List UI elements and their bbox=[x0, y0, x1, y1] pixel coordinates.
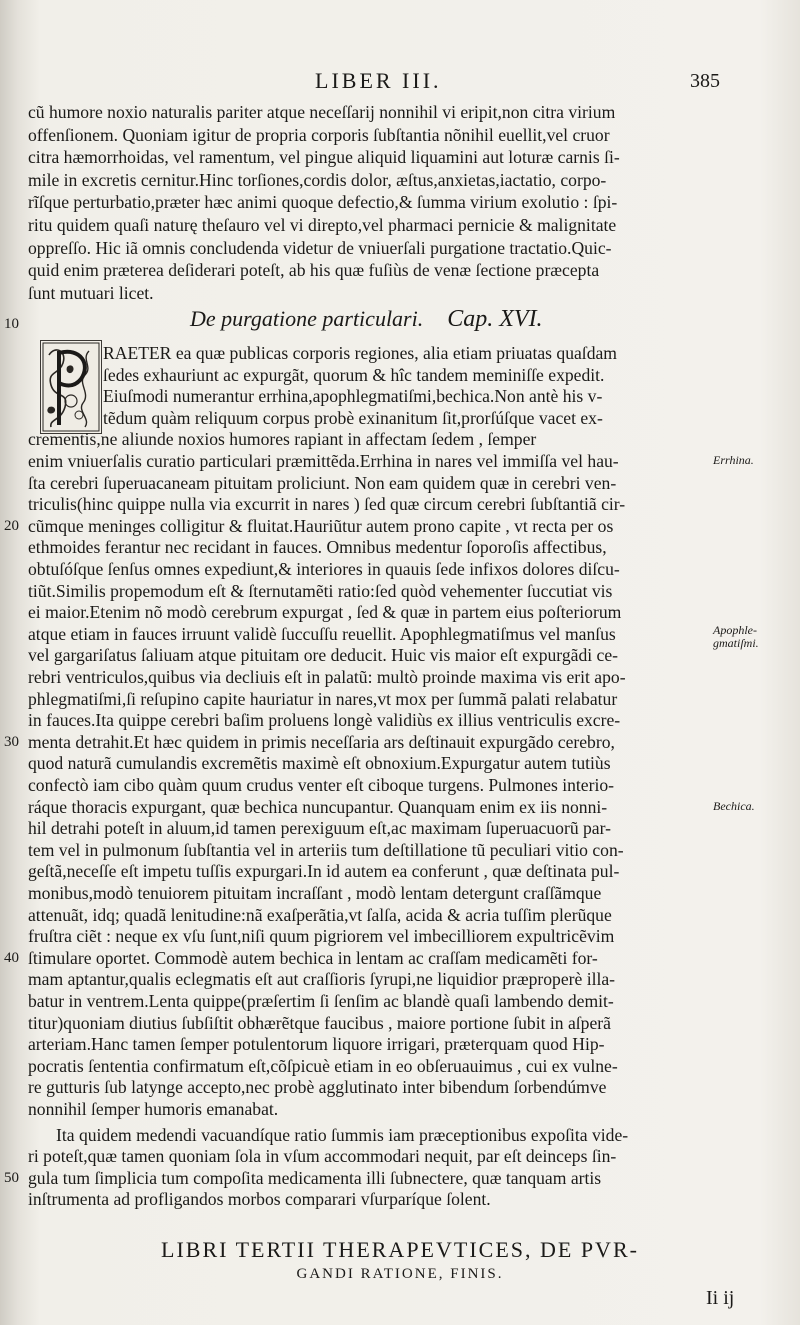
line-number: 50 bbox=[4, 1170, 19, 1186]
text-line bbox=[28, 644, 718, 666]
text-line bbox=[28, 580, 718, 602]
text-line-content: cũ humore noxio naturalis pariter atque neceſſarij nonnihil vi eripit,non citra virium bbox=[28, 102, 616, 122]
text-line bbox=[28, 1055, 718, 1077]
text-line-content: rebri ventriculos,quibus via decliuis eſt in palatũ: multò proinde maxima vis erit apo- bbox=[28, 667, 626, 687]
text-line bbox=[28, 731, 718, 753]
text-line bbox=[28, 968, 718, 990]
margin-note-errhina: Errhina. bbox=[713, 453, 754, 467]
text-line bbox=[28, 558, 718, 580]
text-line-content: tẽdum quàm reliquum corpus probè exinanitum ſit,prorſúſque vacet ex- bbox=[103, 408, 603, 428]
text-line-content: phlegmatiſmi,ſi reſupino capite hauriatur in nares,vt mox per ſummã palati relabatur bbox=[28, 689, 618, 709]
decorated-initial-p bbox=[40, 340, 102, 434]
text-line-content: quod naturã cumulandis excremẽtis maximè eſt obnoxium.Expurgatur autem tutiùs bbox=[28, 753, 611, 773]
text-line-content: ſedes exhauriunt ac expurgãt, quorum & hîc tandem meminiſſe expedit. bbox=[103, 365, 605, 385]
text-line bbox=[28, 258, 718, 283]
text-line bbox=[28, 1076, 718, 1098]
text-line bbox=[28, 860, 718, 882]
margin-note-apophlegmatismi: Apophle- bbox=[713, 623, 757, 637]
running-head bbox=[0, 68, 800, 98]
text-line-content: batur in ventrem.Lenta quippe(præſertim ſi ſenſim ac blandè quaſi lambendo demit- bbox=[28, 991, 614, 1011]
text-line-content: mam aptantur,qualis eclegmatis eſt aut craſſioris ſyrupi,ne liquidior præproperè illa- bbox=[28, 969, 616, 989]
text-line bbox=[28, 145, 718, 170]
text-line-content: monibus,modò tenuiorem pituitam incraſſant , modò lentam detergunt craſſãmque bbox=[28, 883, 602, 903]
text-line bbox=[28, 752, 718, 774]
text-line bbox=[28, 1098, 718, 1120]
text-line bbox=[28, 1188, 718, 1210]
text-line-content: pocratis ſententia confirmatum eſt,cõſpicuè etiam in eo obſeruauimus , cui ex vulne- bbox=[28, 1056, 618, 1076]
text-line bbox=[28, 493, 718, 515]
text-line-content: ſta cerebri ſuperuacaneam pituitam proliciunt. Non eam quidem quæ in cerebri ven- bbox=[28, 473, 617, 493]
text-line-content: ritu quidem quaſi naturę theſauro vel vi direpto,vel pharmaci pernicie & malignitate bbox=[28, 215, 617, 235]
text-line-content: nonnihil ſemper humoris emanabat. bbox=[28, 1099, 279, 1119]
colophon-line-1: LIBRI TERTII THERAPEVTICES, DE PVR- bbox=[161, 1237, 639, 1262]
text-line bbox=[28, 1033, 718, 1055]
text-line-content: quid enim præterea deſiderari poteſt, ab his quæ fuſiùs de venæ ſectione præcepta bbox=[28, 260, 600, 280]
line-number: 40 bbox=[4, 950, 19, 966]
chapter-heading bbox=[190, 306, 610, 336]
text-line bbox=[28, 213, 718, 238]
text-line bbox=[28, 925, 718, 947]
signature-mark: Ii ij bbox=[706, 1287, 735, 1309]
text-line bbox=[28, 601, 718, 623]
text-line-content: oppreſſo. Hic iã omnis concludenda videtur de vniuerſali purgatione tractatio.Quic- bbox=[28, 238, 612, 258]
colophon-line-2: GANDI RATIONE, FINIS. bbox=[296, 1266, 504, 1282]
text-line-content: offenſionem. Quoniam igitur de propria corporis ſubſtantia nõnihil euellit,vel cruor bbox=[28, 125, 610, 145]
text-line bbox=[28, 904, 718, 926]
text-line bbox=[28, 623, 718, 645]
text-line-content: hil detrahi poteſt in aluum,id tamen perexiguum eſt,ac maximam ſuperuacuorũ par- bbox=[28, 818, 611, 838]
text-line-content: fruſtra ciẽt : neque ex vſu ſunt,niſi quum pigriorem vel imbecilliorem expultricẽvim bbox=[28, 926, 615, 946]
text-line bbox=[28, 947, 718, 969]
text-line bbox=[28, 100, 718, 125]
text-line bbox=[28, 882, 718, 904]
text-line-content: attenuãt, idq; quadã lenitudine:nã exaſperãtia,vt ſalſa, acida & acria tuſſim plerũque bbox=[28, 905, 612, 925]
text-line bbox=[28, 666, 718, 688]
chapter-title: De purgatione particulari. bbox=[190, 306, 424, 331]
text-line-content: Eiuſmodi numerantur errhina,apophlegmatiſmi,bechica.Non antè his v- bbox=[103, 386, 603, 406]
line-number: 10 bbox=[4, 316, 19, 332]
text-line-content: atque etiam in fauces irruunt validè ſuccuſſu reuellit. Apophlegmatiſmus vel manſus bbox=[28, 624, 616, 644]
text-line-content: obtuſóſque ſenſus omnes expediunt,& interiores in quauis ſede infixos dolores diſcu- bbox=[28, 559, 620, 579]
text-line-content: mile in excretis cernitur.Hinc torſiones,cordis dolor, æſtus,anxietas,iactatio, corpo- bbox=[28, 170, 607, 190]
text-line bbox=[28, 281, 718, 306]
text-line-content: in fauces.Ita quippe cerebri baſim proluens longè validiùs ex illius ventriculis excre- bbox=[28, 710, 621, 730]
page-number: 385 bbox=[690, 70, 720, 92]
text-line bbox=[28, 428, 718, 450]
text-line-content: vel gargariſatus ſaliuam atque pituitam ore deducit. Huic vis maior eſt expurgãdi ce- bbox=[28, 645, 619, 665]
text-line bbox=[28, 774, 718, 796]
text-line-content: inſtrumenta ad profligandos morbos comparari vſurparíque ſolent. bbox=[28, 1189, 491, 1209]
text-line bbox=[28, 472, 718, 494]
text-line-content: cũmque meninges colligitur & fluitat.Hauriũtur autem prono capite , vt recta per os bbox=[28, 516, 614, 536]
text-line bbox=[103, 407, 718, 429]
text-line-content: ei maior.Etenim nõ modò cerebrum expurgat , ſed & quæ in partem eius poſteriorum bbox=[28, 602, 622, 622]
text-line bbox=[103, 364, 718, 386]
running-head-title: LIBER III. bbox=[315, 68, 442, 93]
text-line-content: ethmoides ferantur nec recidant in fauces. Omnibus medentur ſoporoſis affectibus, bbox=[28, 537, 607, 557]
text-line bbox=[28, 990, 718, 1012]
text-line bbox=[28, 190, 718, 215]
text-line bbox=[28, 1012, 718, 1034]
text-line bbox=[28, 1145, 718, 1167]
text-line bbox=[28, 839, 718, 861]
text-line bbox=[28, 515, 718, 537]
text-line bbox=[103, 385, 718, 407]
text-line-content: ſtimulare oportet. Commodè autem bechica in lentam ac craſſam medicamẽti for- bbox=[28, 948, 598, 968]
text-line bbox=[28, 688, 718, 710]
line-number: 20 bbox=[4, 518, 19, 534]
text-line-content: tiũt.Similis propemodum eſt & ſternutamẽti ratio:ſed quòd vehementer ſuccutiat vis bbox=[28, 581, 613, 601]
text-line-content: menta detrahit.Et hæc quidem in primis neceſſaria ars deſtinauit expurgãdo cerebro, bbox=[28, 732, 615, 752]
text-line-content: arteriam.Hanc tamen ſemper potulentorum liquore irrigari, præterquam quod Hip- bbox=[28, 1034, 605, 1054]
text-line-content: re gutturis ſub latynge accepto,nec probè agglutinato inter bibendum ſorbendúmve bbox=[28, 1077, 607, 1097]
chapter-number: Cap. XVI. bbox=[447, 306, 543, 332]
text-line-content: enim vniuerſalis curatio particulari præmittẽda.Errhina in nares vel immiſſa vel hau- bbox=[28, 451, 619, 471]
text-line bbox=[28, 536, 718, 558]
text-line bbox=[28, 1167, 718, 1189]
text-line bbox=[28, 709, 718, 731]
text-line-content: Ita quidem medendi vacuandíque ratio ſummis iam præceptionibus expoſita vide- bbox=[56, 1125, 629, 1145]
text-line-content: triculis(hinc quippe nulla via excurrit in nares ) ſed quæ circum cerebri ſubſtantiã cir- bbox=[28, 494, 626, 514]
text-line-content: RAETER ea quæ publicas corporis regiones, alia etiam priuatas quaſdam bbox=[103, 343, 617, 363]
text-line-content: crementis,ne aliunde noxios humores rapiant in affectam ſedem , ſemper bbox=[28, 429, 537, 449]
text-line-content: gula tum ſimplicia tum compoſita medicamenta illi ſubnectere, quæ tanquam artis bbox=[28, 1168, 602, 1188]
ornament-initial-icon bbox=[41, 341, 101, 433]
text-line-content: geſtã,neceſſe eſt impetu tuſſis expurgari.In id autem ea conferunt , quæ deſtinata pul- bbox=[28, 861, 620, 881]
text-line-content: ſunt mutuari licet. bbox=[28, 283, 154, 303]
margin-note-bechica: Bechica. bbox=[713, 799, 755, 813]
text-line bbox=[56, 1124, 746, 1146]
text-line-content: titur)quoniam diutius ſubſiſtit obhærẽtque faucibus , maiore portione ſubit in aſperã bbox=[28, 1013, 611, 1033]
text-line-content: confectò iam cibo quàm quum crudus venter eſt ciboque turgens. Pulmones interio- bbox=[28, 775, 614, 795]
margin-note-apophlegmatismi-cont: gmatiſmi. bbox=[713, 636, 759, 650]
text-line bbox=[103, 342, 718, 364]
text-line bbox=[28, 817, 718, 839]
line-number: 30 bbox=[4, 734, 19, 750]
text-line-content: citra hæmorrhoidas, vel ramentum, vel pingue aliquid liquamini aut loturæ carnis ſi- bbox=[28, 147, 620, 167]
text-line bbox=[28, 450, 718, 472]
text-line-content: ri poteſt,quæ tamen quoniam ſola in vſum accommodari nequit, par eſt deinceps ſin- bbox=[28, 1146, 617, 1166]
text-line-content: ráque thoracis expurgant, quæ bechica nuncupantur. Quanquam enim ex iis nonni- bbox=[28, 797, 608, 817]
text-line-content: rĩſque perturbatio,præter hæc animi quoque defectio,& ſumma virium exolutio : ſpi- bbox=[28, 192, 618, 212]
text-line bbox=[28, 796, 718, 818]
text-line-content: tem vel in pulmonum ſubſtantia vel in arteriis tum deſtillatione tũ peculiari vitio con- bbox=[28, 840, 624, 860]
